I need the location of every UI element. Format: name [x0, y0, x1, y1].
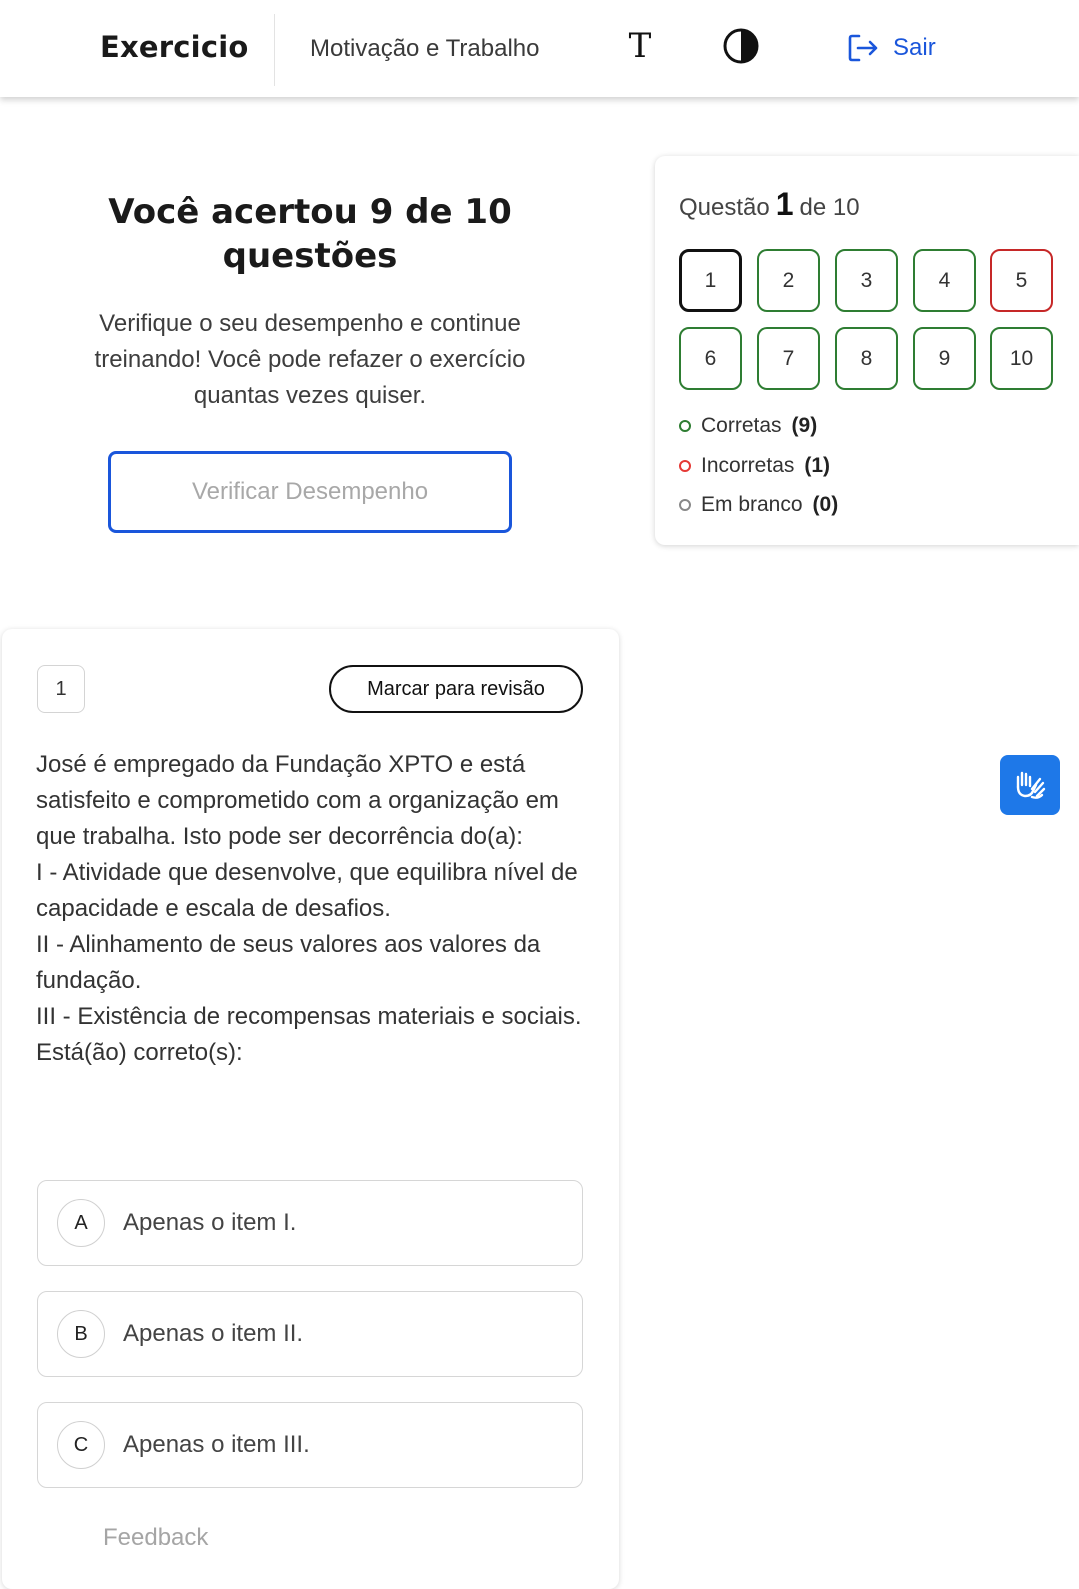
legend-correct: [679, 414, 817, 438]
question-nav-button[interactable]: 1: [679, 249, 742, 312]
logout-icon: [845, 30, 881, 66]
option-text: Apenas o item III.: [123, 1431, 310, 1458]
result-description: Verifique o seu desempenho e continue treinando! Você pode refazer o exercício quantas vezes quiser.: [94, 310, 526, 409]
question-nav-button[interactable]: 10: [990, 327, 1053, 390]
question-text-line: Está(ão) correto(s):: [36, 1039, 243, 1066]
legend-count: (0): [812, 493, 839, 516]
question-nav-button[interactable]: 7: [757, 327, 820, 390]
question-text-line: José é empregado da Fundação XPTO e está satisfeito e comprometido com a organização em que trabalha. Isto pode ser decorrência do(a):: [36, 751, 559, 850]
subject-title: Motivação e Trabalho: [310, 35, 540, 62]
mark-for-review-button[interactable]: Marcar para revisão: [329, 665, 583, 713]
result-title: Você acertou 9 de 10 questões: [108, 192, 512, 276]
app-title: Exercicio: [100, 30, 249, 64]
answer-option-a[interactable]: [37, 1180, 583, 1266]
contrast-button[interactable]: [722, 27, 760, 65]
legend-blank: [679, 493, 838, 517]
question-text-line: III - Existência de recompensas materiais e sociais.: [36, 1003, 582, 1030]
legend-label: Em branco: [701, 493, 803, 516]
correct-dot-icon: [679, 420, 691, 432]
option-text: Apenas o item I.: [123, 1209, 297, 1236]
option-text: Apenas o item II.: [123, 1320, 304, 1347]
legend-count: (9): [791, 414, 818, 437]
text-size-icon: T: [628, 26, 652, 66]
contrast-icon: [722, 27, 760, 65]
option-letter: C: [57, 1421, 105, 1469]
question-statement: [36, 747, 596, 1071]
option-letter: B: [57, 1310, 105, 1358]
font-size-button[interactable]: [620, 26, 660, 66]
legend-count: (1): [804, 454, 831, 477]
question-card: [2, 629, 619, 1589]
question-nav-button[interactable]: 4: [913, 249, 976, 312]
question-nav-button[interactable]: 3: [835, 249, 898, 312]
sign-language-button[interactable]: [1000, 755, 1060, 815]
option-letter: A: [57, 1199, 105, 1247]
question-nav-button[interactable]: 8: [835, 327, 898, 390]
answer-option-c[interactable]: [37, 1402, 583, 1488]
question-text-line: II - Alinhamento de seus valores aos valores da fundação.: [36, 931, 541, 994]
legend-incorrect: [679, 454, 830, 478]
legend-label: Incorretas: [701, 454, 795, 477]
top-header: [0, 0, 1079, 97]
logout-label: Sair: [893, 34, 936, 61]
blank-dot-icon: [679, 499, 691, 511]
verify-performance-button[interactable]: Verificar Desempenho: [108, 451, 512, 533]
question-number-badge: 1: [37, 665, 85, 713]
sign-language-icon: [1010, 765, 1050, 805]
question-text-line: I - Atividade que desenvolve, que equilibra nível de capacidade e escala de desafios.: [36, 859, 578, 922]
feedback-label[interactable]: Feedback: [103, 1524, 209, 1551]
logout-button[interactable]: [845, 30, 936, 66]
question-nav-button[interactable]: 9: [913, 327, 976, 390]
question-nav-button[interactable]: 2: [757, 249, 820, 312]
question-nav-button[interactable]: 5: [990, 249, 1053, 312]
question-nav-button[interactable]: 6: [679, 327, 742, 390]
header-divider: [274, 14, 275, 86]
legend-label: Corretas: [701, 414, 782, 437]
navigator-title: [679, 186, 860, 223]
question-navigator: [655, 156, 1079, 545]
navigator-label-suffix: de 10: [799, 194, 860, 221]
navigator-label-prefix: Questão: [679, 194, 770, 221]
navigator-current-number: 1: [775, 186, 794, 222]
incorrect-dot-icon: [679, 460, 691, 472]
answer-option-b[interactable]: [37, 1291, 583, 1377]
